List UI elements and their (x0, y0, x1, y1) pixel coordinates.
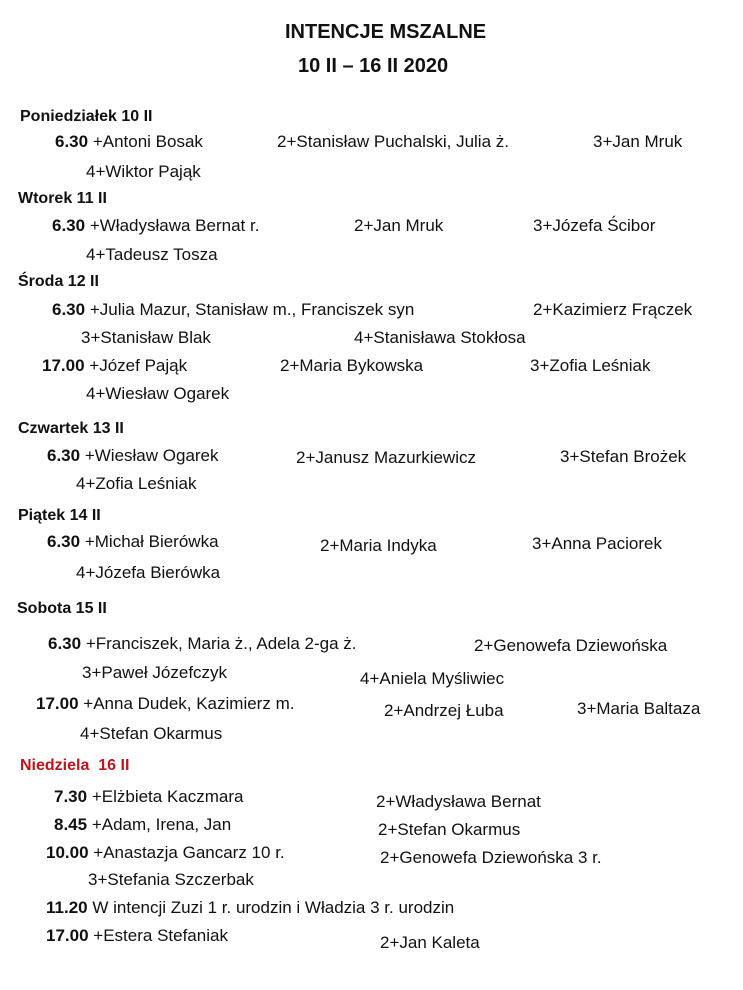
mass-entry (36, 694, 294, 714)
intention: 2+Jan Kaleta (380, 933, 480, 952)
mass-entry (54, 787, 243, 807)
mass-entry (48, 634, 357, 654)
page-title: INTENCJE MSZALNE (285, 21, 487, 43)
intention: 4+Józefa Bierówka (76, 563, 221, 582)
intention: +Julia Mazur, Stanisław m., Franciszek syn (89, 300, 415, 319)
mass-time: 6.30 (52, 216, 86, 235)
mass-entry (46, 843, 285, 863)
intention: 2+Jan Mruk (354, 216, 444, 235)
intention: +Anastazja Gancarz 10 r. (93, 843, 285, 862)
intention: W intencji Zuzi 1 r. urodzin i Władzia 3 r. urodzin (92, 898, 455, 917)
intention: 4+Wiesław Ogarek (86, 384, 230, 403)
mass-entry (47, 532, 219, 552)
intention: 4+Stanisława Stokłosa (354, 328, 526, 347)
mass-time: 6.30 (48, 634, 82, 653)
day-sunday-date: 16 II (98, 757, 130, 774)
mass-time: 6.30 (47, 532, 81, 551)
intention: 2+Janusz Mazurkiewicz (296, 448, 476, 467)
day-saturday: Sobota 15 II (17, 600, 107, 617)
day-friday: Piątek 14 II (18, 507, 101, 524)
intention: 4+Stefan Okarmus (80, 724, 223, 743)
day-thursday: Czwartek 13 II (18, 420, 124, 437)
intention: +Adam, Irena, Jan (91, 815, 232, 834)
intention: +Wiesław Ogarek (84, 446, 219, 465)
mass-time: 17.00 (46, 926, 89, 945)
intention: 2+Stanisław Puchalski, Julia ż. (277, 132, 509, 151)
mass-entry (55, 132, 203, 152)
intention: 3+Anna Paciorek (532, 534, 662, 553)
mass-time: 7.30 (54, 787, 88, 806)
mass-entry (52, 216, 259, 236)
date-range: 10 II – 16 II 2020 (298, 55, 449, 77)
intention: +Anna Dudek, Kazimierz m. (83, 694, 295, 713)
intention: 4+Wiktor Pająk (86, 162, 201, 181)
mass-entry (46, 926, 228, 946)
intention: 2+Maria Bykowska (280, 356, 424, 375)
intention: 3+Stefan Brożek (560, 447, 687, 466)
intention: 4+Aniela Myśliwiec (360, 669, 505, 688)
intention: 3+Paweł Józefczyk (82, 663, 228, 682)
mass-time: 6.30 (47, 446, 81, 465)
mass-time: 17.00 (36, 694, 79, 713)
intention: 4+Tadeusz Tosza (86, 245, 218, 264)
mass-entry (52, 300, 414, 320)
intention: +Elżbieta Kaczmara (91, 787, 244, 806)
intention: 2+Kazimierz Frączek (533, 300, 693, 319)
intention: 2+Andrzej Łuba (384, 701, 504, 720)
mass-time: 10.00 (46, 843, 89, 862)
intention: 3+Stefania Szczerbak (88, 870, 254, 889)
day-tuesday: Wtorek 11 II (18, 190, 107, 207)
day-sunday (20, 756, 129, 776)
intention: 3+Stanisław Blak (81, 328, 211, 347)
mass-entry (54, 815, 231, 835)
mass-time: 11.20 (46, 898, 88, 917)
intention: +Franciszek, Maria ż., Adela 2-ga ż. (85, 634, 357, 653)
intention: 2+Genowefa Dziewońska (474, 636, 668, 655)
mass-time: 17.00 (42, 356, 85, 375)
day-wednesday: Środa 12 II (18, 273, 99, 290)
day-sunday-name: Niedziela (20, 757, 90, 774)
mass-time: 6.30 (55, 132, 89, 151)
mass-entry (42, 356, 187, 376)
mass-time: 8.45 (54, 815, 88, 834)
intention: +Antoni Bosak (92, 132, 203, 151)
intention: 3+Zofia Leśniak (530, 356, 651, 375)
intention: 2+Stefan Okarmus (378, 820, 521, 839)
intention: 2+Władysława Bernat (376, 792, 541, 811)
intention: 3+Józefa Ścibor (533, 216, 656, 235)
mass-entry (46, 898, 454, 918)
intention: 3+Maria Baltaza (577, 699, 701, 718)
intention: 3+Jan Mruk (593, 132, 683, 151)
intention: 2+Maria Indyka (320, 536, 437, 555)
intention: 2+Genowefa Dziewońska 3 r. (380, 848, 602, 867)
intention: +Józef Pająk (89, 356, 188, 375)
day-monday: Poniedziałek 10 II (20, 108, 153, 125)
intention: +Estera Stefaniak (93, 926, 228, 945)
mass-time: 6.30 (52, 300, 86, 319)
intention: +Michał Bierówka (84, 532, 219, 551)
intention: 4+Zofia Leśniak (76, 474, 197, 493)
intention: +Władysława Bernat r. (89, 216, 260, 235)
mass-entry (47, 446, 219, 466)
